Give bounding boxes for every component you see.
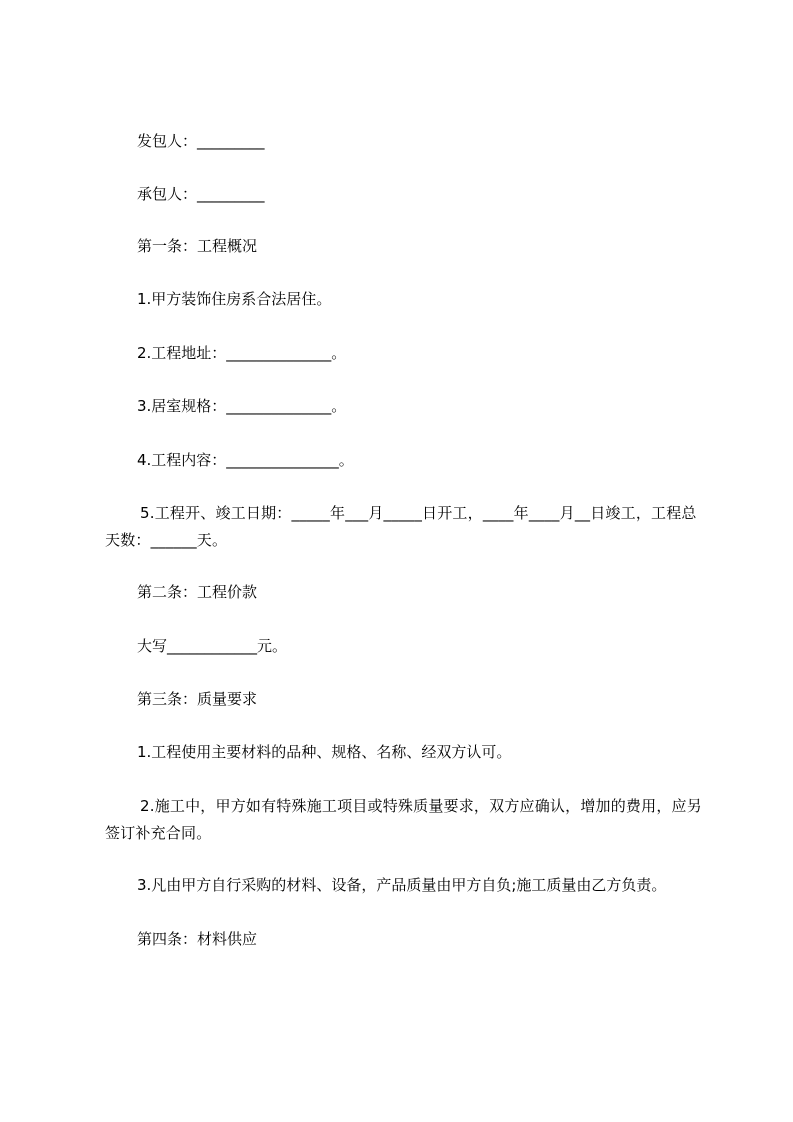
article-1-item-1: 1.甲方装饰住房系合法居住。 [137, 290, 332, 308]
article-1-item-2: 2.工程地址：______________。 [137, 344, 347, 362]
article-2-amount: 大写____________元。 [137, 637, 288, 655]
article-3-heading: 第三条：质量要求 [137, 690, 258, 708]
contractor-line: 承包人：_________ [137, 185, 265, 203]
article-3-item-1: 1.工程使用主要材料的品种、规格、名称、经双方认可。 [137, 743, 512, 761]
article-1-item-3: 3.居室规格：______________。 [137, 397, 347, 415]
article-1-item-5: 5.工程开、竣工日期：_____年___月_____日开工，____年____月__日竣工，工程总天数：______天。 [105, 504, 697, 549]
employer-line: 发包人：_________ [137, 132, 265, 150]
article-1-heading: 第一条：工程概况 [137, 237, 258, 255]
article-4-heading: 第四条：材料供应 [137, 930, 258, 948]
article-1-item-4: 4.工程内容：_______________。 [137, 451, 354, 469]
article-3-item-2: 2.施工中，甲方如有特殊施工项目或特殊质量要求，双方应确认，增加的费用，应另签订补充合同。 [105, 797, 702, 842]
article-2-heading: 第二条：工程价款 [137, 583, 258, 601]
article-3-item-3: 3.凡由甲方自行采购的材料、设备，产品质量由甲方自负;施工质量由乙方负责。 [137, 876, 667, 894]
